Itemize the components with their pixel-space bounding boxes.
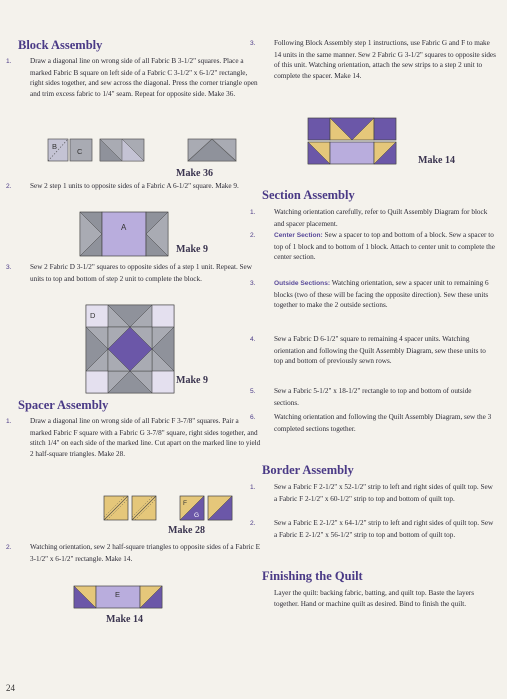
diagram-block-step2	[80, 212, 188, 260]
spacer-assembly-heading: Spacer Assembly	[18, 398, 109, 412]
section-step-4: 4. Sew a Fabric D 6-1/2" square to remaining 4 spacer units. Watching orientation and following the Quilt Assembly Diagram, sew these units to top and bottom of previously sewn rows.	[250, 335, 486, 366]
label-b: B	[52, 142, 58, 151]
spacer-step-1: 1. Draw a diagonal line on wrong side of all Fabric F 3-7/8" squares. Pair a marked Fabric F square with a Fabric G 3-7/8" square, right sides together, and stitch 1/4" on each side of the marked line. Cut apart on the marked line to yield 2 half-square triangles. Make 28.	[6, 417, 261, 458]
spacer-step-3: 3. Following Block Assembly step 1 instructions, use Fabric G and F to make 14 units in the same manner. Sew 2 Fabric G 3-1/2" squares to opposite sides of this unit. Watching orientation, attach the sew strips to a step 2 unit to complete the spacer. Make 14.	[250, 39, 496, 80]
make-9-label-b: Make 9	[176, 375, 208, 386]
diagram-spacer-step3	[308, 118, 418, 170]
section-step-5: 5. Sew a Fabric 5-1/2" x 18-1/2" rectangle to top and bottom of outside sections.	[250, 387, 472, 407]
label-d: D	[90, 311, 96, 320]
make-28-label: Make 28	[168, 525, 205, 536]
section-step-6: 6. Watching orientation and following the Quilt Assembly Diagram, sew the 3 completed sections together.	[250, 413, 492, 433]
border-step-1: 1. Sew a Fabric F 2-1/2" x 52-1/2" strip to left and right sides of quilt top. Sew a Fabric F 2-1/2" x 60-1/2" strip to top and bottom of quilt top.	[250, 483, 493, 503]
label-g: G	[194, 512, 200, 519]
border-assembly-heading: Border Assembly	[262, 463, 354, 477]
make-14-label-b: Make 14	[418, 155, 455, 166]
block-step-3: 3. Sew 2 Fabric D 3-1/2" squares to opposite sides of a step 1 unit. Repeat. Sew units to top and bottom of step 2 unit to complete the block.	[6, 263, 252, 283]
block-assembly-heading: Block Assembly	[18, 38, 103, 52]
page-number: 24	[6, 683, 15, 693]
border-step-2: 2. Sew a Fabric E 2-1/2" x 64-1/2" strip to left and right sides of quilt top. Sew a Fabric E 2-1/2" x 56-1/2" strip to top and bottom of quilt top.	[250, 519, 494, 539]
diagram-spacer-step2	[74, 586, 174, 612]
spacer-step-2: 2. Watching orientation, sew 2 half-square triangles to opposite sides of a Fabric E 3-1/2" x 6-1/2" rectangle. Make 14.	[6, 543, 260, 563]
section-step-2: 2. Center Section: Sew a spacer to top and bottom of a block. Sew a spacer to top of 1 block and to bottom of 1 block. Attach to center unit to complete the center section.	[250, 231, 495, 262]
label-f: F	[183, 500, 187, 507]
label-c: C	[77, 147, 83, 156]
finishing-heading: Finishing the Quilt	[262, 569, 363, 583]
section-step-3: 3. Outside Sections: Watching orientation, sew a spacer unit to remaining 6 blocks (two of these will be facing the opposite direction). Sew these units together to make the 2 outside sections.	[250, 279, 489, 310]
make-36-label: Make 36	[176, 168, 213, 179]
section-assembly-heading: Section Assembly	[262, 188, 355, 202]
finishing-text: Layer the quilt: backing fabric, batting, and quilt top. Baste the layers together. Hand or machine quilt as desired. Bind to finish the quilt.	[274, 589, 474, 608]
block-step-1: 1. Draw a diagonal line on wrong side of all Fabric B 3-1/2" squares. Place a marked Fabric B square on left side of a Fabric C 3-1/2" x 6-1/2" rectangle, right sides together, and sew across the diagonal. Press the corner triangle open and trim excess fabric to 1/4" seam. Repeat for opposite side. Make 36.	[6, 57, 258, 98]
section-step-1: 1. Watching orientation carefully, refer to Quilt Assembly Diagram for block and spacer placement.	[250, 208, 488, 228]
diagram-block-step3	[86, 305, 176, 395]
diagram-spacer-step1	[104, 496, 234, 524]
diagram-block-step1	[48, 139, 248, 175]
make-9-label-a: Make 9	[176, 244, 208, 255]
make-14-label-a: Make 14	[106, 614, 143, 625]
label-a: A	[121, 223, 127, 232]
label-e: E	[115, 590, 121, 599]
block-step-2: 2. Sew 2 step 1 units to opposite sides of a Fabric A 6-1/2" square. Make 9.	[6, 182, 239, 190]
